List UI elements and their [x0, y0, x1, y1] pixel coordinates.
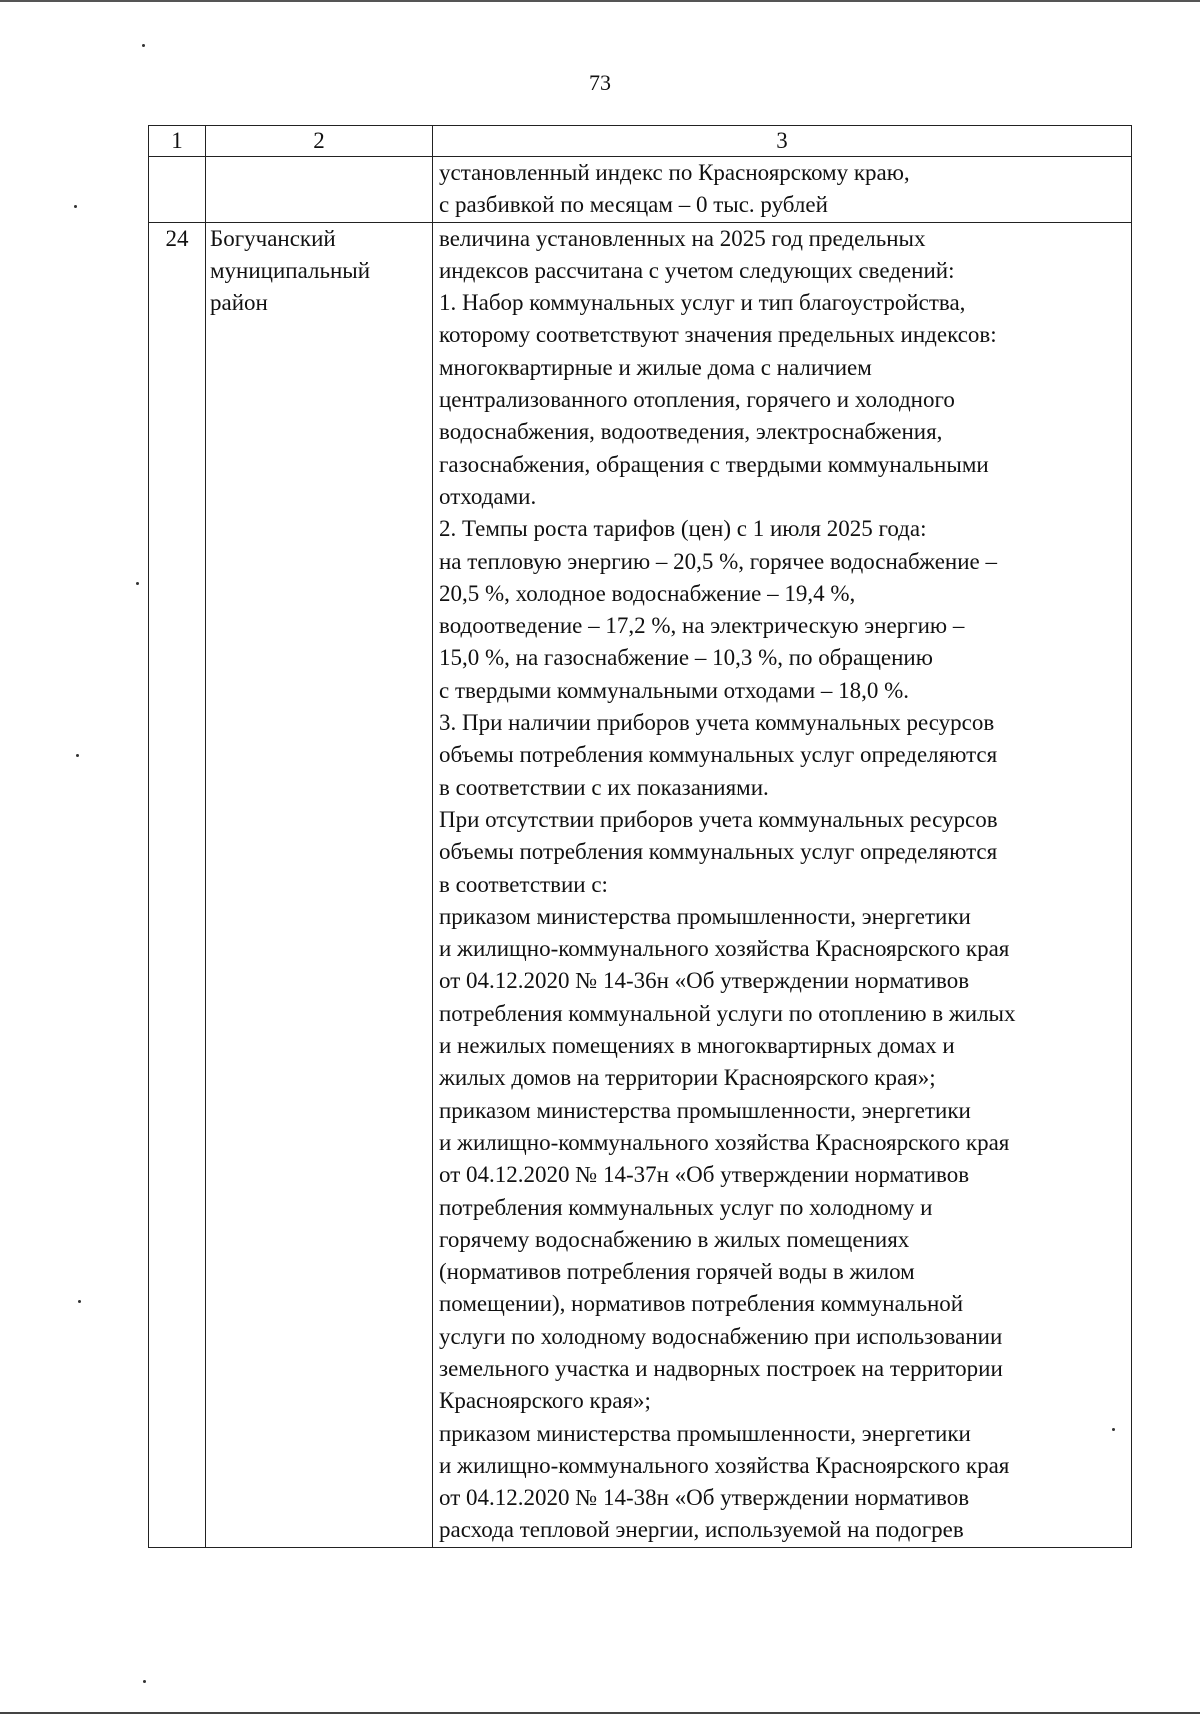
text-line: и жилищно-коммунального хозяйства Красноярского края	[439, 1452, 1010, 1478]
text-line: отходами.	[439, 483, 537, 509]
text-line: приказом министерства промышленности, энергетики	[439, 903, 971, 929]
continuation-name-cell	[206, 157, 433, 223]
text-line: от 04.12.2020 № 14-36н «Об утверждении нормативов	[439, 968, 970, 994]
continuation-number-cell	[149, 157, 206, 223]
text-line: централизованного отопления, горячего и холодного	[439, 387, 955, 413]
continuation-text-cell	[433, 157, 1132, 223]
text-line: которому соответствуют значения предельных индексов:	[439, 322, 997, 348]
scan-edge-bottom	[0, 1712, 1200, 1714]
text-line: и жилищно-коммунального хозяйства Красноярского края	[439, 936, 1010, 962]
text-line: газоснабжения, обращения с твердыми коммунальными	[439, 451, 989, 477]
municipality-name-line: район	[210, 290, 268, 316]
text-line: и нежилых помещениях в многоквартирных домах и	[439, 1033, 955, 1059]
text-line: потребления коммунальных услуг по холодному и	[439, 1194, 933, 1220]
header-col-1: 1	[149, 126, 206, 157]
scan-speck	[74, 205, 77, 208]
text-line: на тепловую энергию – 20,5 %, горячее водоснабжение –	[439, 548, 998, 574]
text-line: индексов рассчитана с учетом следующих сведений:	[439, 257, 955, 283]
text-line: 20,5 %, холодное водоснабжение – 19,4 %,	[439, 580, 856, 606]
text-line: горячему водоснабжению в жилых помещениях	[439, 1226, 910, 1252]
text-line: потребления коммунальной услуги по отоплению в жилых	[439, 1000, 1016, 1026]
text-line: объемы потребления коммунальных услуг определяются	[439, 839, 998, 865]
text-line: Красноярского края»;	[439, 1388, 651, 1414]
table-header-row	[149, 126, 1132, 157]
text-line: в соответствии с их показаниями.	[439, 774, 769, 800]
text-line: земельного участка и надворных построек на территории	[439, 1355, 1003, 1381]
text-line: с твердыми коммунальными отходами – 18,0 %.	[439, 677, 910, 703]
page-number: 73	[589, 70, 611, 95]
text-line: 15,0 %, на газоснабжение – 10,3 %, по обращению	[439, 645, 933, 671]
text-line: (нормативов потребления горячей воды в жилом	[439, 1259, 915, 1285]
text-line: объемы потребления коммунальных услуг определяются	[439, 742, 998, 768]
scan-speck	[136, 582, 139, 585]
text-line: 2. Темпы роста тарифов (цен) с 1 июля 2025 года:	[439, 516, 927, 542]
text-line: и жилищно-коммунального хозяйства Красноярского края	[439, 1129, 1010, 1155]
description-cell	[433, 222, 1132, 1547]
header-col-3: 3	[433, 126, 1132, 157]
text-line: жилых домов на территории Красноярского края»;	[439, 1065, 936, 1091]
scan-speck	[143, 1680, 146, 1683]
scan-edge-top	[0, 0, 1200, 2]
text-line: 1. Набор коммунальных услуг и тип благоустройства,	[439, 290, 966, 316]
header-col-2: 2	[206, 126, 433, 157]
text-line: услуги по холодному водоснабжению при использовании	[439, 1323, 1003, 1349]
text-line: от 04.12.2020 № 14-38н «Об утверждении нормативов	[439, 1485, 970, 1511]
text-line: водоснабжения, водоотведения, электроснабжения,	[439, 419, 943, 445]
text-line: водоотведение – 17,2 %, на электрическую энергию –	[439, 613, 965, 639]
table-row	[149, 222, 1132, 1547]
scan-speck	[78, 1300, 81, 1303]
row-number: 24	[149, 222, 206, 1547]
text-line: При отсутствии приборов учета коммунальных ресурсов	[439, 806, 998, 832]
document-table	[148, 125, 1132, 1548]
municipality-name-line: Богучанский	[210, 225, 336, 251]
scan-speck	[76, 754, 79, 757]
text-line: приказом министерства промышленности, энергетики	[439, 1420, 971, 1446]
text-line: приказом министерства промышленности, энергетики	[439, 1097, 971, 1123]
text-line: расхода тепловой энергии, используемой на подогрев	[439, 1517, 964, 1543]
text-line: от 04.12.2020 № 14-37н «Об утверждении нормативов	[439, 1162, 970, 1188]
municipality-name-cell	[206, 222, 433, 1547]
continuation-row	[149, 157, 1132, 223]
text-line: в соответствии с:	[439, 871, 608, 897]
scan-speck	[142, 44, 145, 47]
text-line: 3. При наличии приборов учета коммунальных ресурсов	[439, 710, 995, 736]
text-line: установленный индекс по Красноярскому краю,	[439, 160, 910, 185]
municipality-name-line: муниципальный	[210, 257, 371, 283]
text-line: многоквартирные и жилые дома с наличием	[439, 354, 872, 380]
text-line: величина установленных на 2025 год предельных	[439, 225, 926, 251]
text-line: с разбивкой по месяцам – 0 тыс. рублей	[439, 192, 828, 218]
text-line: помещении), нормативов потребления коммунальной	[439, 1291, 964, 1317]
